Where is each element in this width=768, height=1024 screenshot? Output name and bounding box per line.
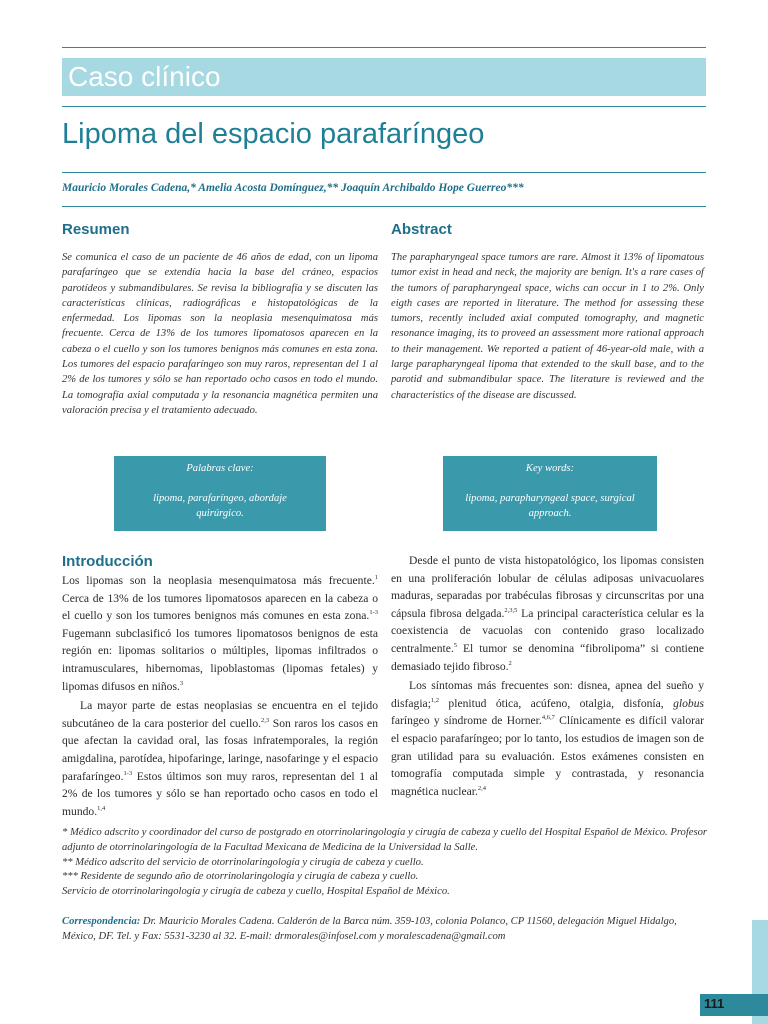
footnotes	[62, 826, 712, 900]
abstract-text: The parapharyngeal space tumors are rare. Almost it 13% of lipomatous tumor exist in head and neck, the majority are benign. It's a rare cases of the tumors of parapharyngeal space, wichs can occur in 1 to 2%. Only eigth cases are reported in literature. The method for assessing these tumors, recently included axial computed tomography, and magnetic resonance imaging, its to proveed an assessment more rational approach to their management. We reported a patient of 46-year-old male, with a large parapharyngeal lipoma that extended to the skull base, and to the parotid and submandibular space. The literature is reviewed and the characteristics of the disease are discussed.	[391, 252, 704, 401]
footnote: Servicio de otorrinolaringología y cirugía de cabeza y cuello, Hospital Español de México.	[62, 886, 450, 898]
keywords-en-text: lipoma, parapharyngeal space, surgical approach.	[465, 493, 635, 519]
section-banner: Caso clínico	[62, 58, 706, 96]
intro-heading: Introducción	[62, 553, 153, 570]
intro-paragraph-1: Los lipomas son la neoplasia mesenquimatosa más frecuente.$^1$ Cerca de 13% de los tumores lipomatosos aparecen en la cabeza o el cuello y son los tumores benignos más comunes en esta zona.$^{1-3}$ Fugemann subclasificó los tumores lipomatosos benignos de esta región en: lipomas solitarios o múltiples, lipomas infiltrados o intramusculares, hibernomas, lipoblastomas (lipomas fetales) y lipomas difusos en niños.$^3$	[62, 574, 378, 693]
correspondence	[62, 914, 712, 945]
keywords-es-text: lipoma, parafaríngeo, abordaje quirúrgico.	[153, 493, 287, 519]
keywords-en-title: Key words:	[525, 463, 575, 474]
banner-bottom-rule	[62, 106, 706, 107]
page-number-rule	[700, 1014, 768, 1016]
footnote: *** Residente de segundo año de otorrinolaringología y cirugía de cabeza y cuello.	[62, 871, 419, 883]
top-rule	[62, 47, 706, 48]
title-rule	[62, 172, 706, 173]
keywords-es-title: Palabras clave:	[186, 463, 254, 474]
resumen-text: Se comunica el caso de un paciente de 46 años de edad, con un lipoma parafaríngeo que se extendía hacia la base del cráneo, espacios parotídeos y submandibulares. Se revisa la bibliografía y se discuten las características clínicas, radiográficas e histopatológicas de la enfermedad. Los lipomas son la neoplasia mesenquimatosa más frecuente. Cerca de 13% de los tumores lipomatosos aparecen en la cabeza o el cuello y son los tumores benignos más comunes en esta zona. Los tumores del espacio parafaríngeo son muy raros, representan del 1 al 2% de los tumores y sólo se han reportado ocho casos en todo el mundo. La tomografía axial computada y la resonancia magnética permiten una valoración precisa y el tratamiento adecuado.	[62, 252, 378, 416]
intro-paragraph-2: La mayor parte de estas neoplasias se encuentra en el tejido subcutáneo de la cara posterior del cuello.$^{2,3}$ Son raros los casos en que afectan la cavidad oral, las fosas infratemporales, la región amigdalina, parotídea, hipofaringe, laringe, nasofaringe y el espacio parafaríngeo.$^{1-3}$ Estos últimos son muy raros, representan del 1 al 2% de los tumores y sólo se han reportado ocho casos en todo el mundo.$^{1,4}$	[62, 699, 379, 818]
right-column	[391, 552, 704, 800]
authors-rule	[62, 206, 706, 207]
abstract-heading: Abstract	[391, 221, 452, 238]
authors: Mauricio Morales Cadena,* Amelia Acosta Domínguez,** Joaquín Archibaldo Hope Guerreo***	[62, 182, 524, 194]
keywords-es-box	[114, 456, 326, 531]
keywords-en-box	[443, 456, 657, 531]
correspondence-text: Dr. Mauricio Morales Cadena. Calderón de la Barca núm. 359-103, colonia Polanco, CP 11560, delegación Miguel Hidalgo, México, DF. Tel. y Fax: 5531-3230 al 32. E-mail: drmorales@infosel.com y moralescadena@gmail.com	[62, 916, 677, 943]
intro-column	[62, 572, 378, 820]
resumen-heading: Resumen	[62, 221, 130, 238]
correspondence-label: Correspondencia:	[62, 916, 141, 927]
footnote: ** Médico adscrito del servicio de otorrinolaringología y cirugía de cabeza y cuello.	[62, 856, 424, 868]
right-paragraph-2: Los síntomas más frecuentes son: disnea, apnea del sueño y disfagia;$^{1,2}$ plenitud ótica, acúfeno, otalgia, disfonía, globus faríngeo y síndrome de Horner.$^{4,6,7}$ Clínicamente es difícil valorar el espacio parafaríngeo; por lo tanto, los estudios de imagen son de gran utilidad para su evaluación. Estos exámenes consisten en tomografía computada simple y contrastada, y resonancia magnética nuclear.$^{2,4}$	[391, 679, 704, 798]
footnote: * Médico adscrito y coordinador del curso de postgrado en otorrinolaringología y cirugía de cabeza y cuello del Hospital Español de México. Profesor adjunto de otorrinolaringología de la Facultad Mexicana de Medicina de la Universidad la Salle.	[62, 827, 708, 853]
right-paragraph-1: Desde el punto de vista histopatológico, los lipomas consisten en una proliferación lobular de células adiposas univacuolares maduras, separadas por trabéculas fibrosas y circunscritas por una cápsula fibrosa delgada.$^{2,3,5}$ La principal característica celular es la coexistencia de vacuolas con contenido graso localizado centralmente.$^5$ El tumor se denomina “fibrolipoma” si contiene demasiado tejido fibroso.$^2$	[391, 554, 705, 673]
page-number: 111	[700, 994, 768, 1014]
article-title: Lipoma del espacio parafaríngeo	[62, 118, 485, 150]
